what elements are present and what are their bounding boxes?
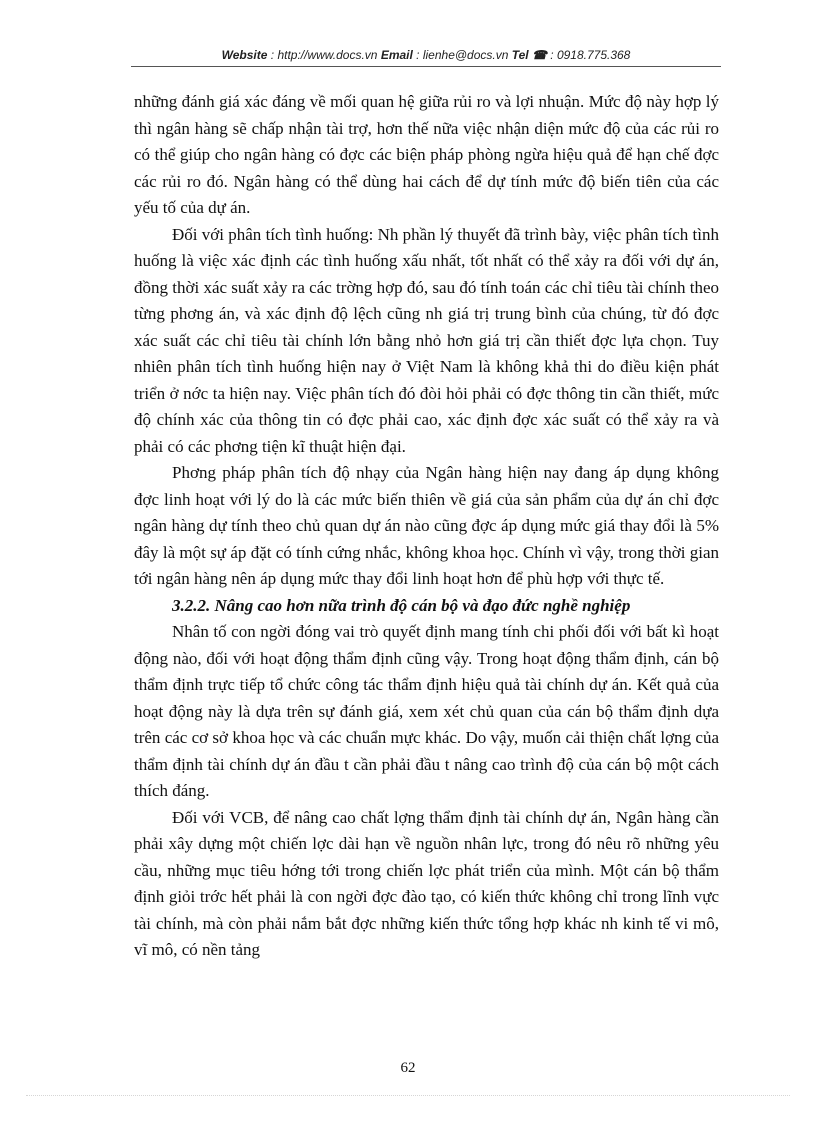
email-label: Email	[380, 48, 413, 62]
paragraph-human-factor: Nhân tố con ngời đóng vai trò quyết định mang tính chi phối đối với bất kì hoạt động nào, đối với hoạt động thẩm định cũng vậy. Trong hoạt động thẩm định, cán bộ thẩm định trực tiếp tổ chức công tác thẩm định hiệu quả tài chính dự án. Kết quả của hoạt động này là dựa trên sự đánh giá, xem xét chủ quan của cán bộ thẩm định dựa trên các cơ sở khoa học và các chuẩn mực khác. Do vậy, muốn cải thiện chất lợng của thẩm định tài chính dự án đầu t cần phải đầu t nâng cao trình độ của cán bộ một cách thích đáng.	[134, 622, 719, 800]
tel-label: Tel ☎	[511, 48, 547, 62]
website-value: : http://www.docs.vn	[267, 48, 381, 62]
page-number: 62	[400, 1060, 416, 1076]
header-rule	[131, 66, 721, 67]
section-heading: 3.2.2. Nâng cao hơn nữa trình độ cán bộ và đạo đức nghề nghiệp	[172, 595, 631, 615]
paragraph-scenario-analysis: Đối với phân tích tình huống: Nh phần lý thuyết đã trình bày, việc phân tích tình huống là việc xác định các tình huống xấu nhất, tốt nhất có thể xảy ra đối với dự án, đồng thời xác suất xảy ra các trờng hợp đó, sau đó tính toán các chỉ tiêu tài chính theo từng phơng án, và xác định độ lệch cũng nh giá trị trung bình của chúng, từ đó đợc xác suất các chỉ tiêu tài chính lớn bằng nhỏ hơn giá trị cần thiết đợc lựa chọn. Tuy nhiên phân tích tình huống hiện nay ở Việt Nam là không khả thi do điều kiện phát triển ở nớc ta hiện nay. Việc phân tích đó đòi hỏi phải có đợc thông tin cần thiết, mức độ chính xác của thông tin có đợc phải cao, xác định đợc xác suất có thể xảy ra và phải có các phơng tiện kĩ thuật hiện đại.	[134, 224, 719, 456]
page-header	[131, 48, 721, 62]
paragraph-sensitivity-analysis: Phơng pháp phân tích độ nhạy của Ngân hàng hiện nay đang áp dụng không đợc linh hoạt với lý do là các mức biến thiên về giá của sản phẩm của dự án chỉ đợc ngân hàng dự tính theo chủ quan dự án nào cũng đợc áp dụng mức giá thay đổi là 5% đây là một sự áp đặt có tính cứng nhắc, không khoa học. Chính vì vậy, trong thời gian tới ngân hàng nên áp dụng mức thay đổi linh hoạt hơn để phù hợp với thực tế.	[134, 463, 719, 588]
email-value: : lienhe@docs.vn	[412, 48, 512, 62]
footer-dotted-rule	[26, 1095, 790, 1096]
document-body	[134, 89, 719, 964]
paragraph-continuation: những đánh giá xác đáng về mối quan hệ giữa rủi ro và lợi nhuận. Mức độ này hợp lý thì ngân hàng sẽ chấp nhận tài trợ, hơn thế nữa việc nhận diện mức độ của các rủi ro có thể giúp cho ngân hàng có đợc các biện pháp phòng ngừa hiệu quả để hạn chế đợc các rủi ro đó. Ngân hàng có thể dùng hai cách để dự tính mức độ biến tiên của các yếu tố của dự án.	[134, 92, 719, 217]
paragraph-vcb-strategy: Đối với VCB, để nâng cao chất lợng thẩm định tài chính dự án, Ngân hàng cần phải xây dựng một chiến lợc dài hạn về nguồn nhân lực, trong đó nêu rõ những yêu cầu, những mục tiêu hớng tới trong chiến lợc phát triển của mình. Một cán bộ thẩm định giỏi trớc hết phải là con ngời đợc đào tạo, có kiến thức không chỉ trong lĩnh vực tài chính, mà còn phải nắm bắt đợc những kiến thức tổng hợp khác nh kinh tế vi mô, vĩ mô, có nền tảng	[134, 807, 719, 959]
tel-value: : 0918.775.368	[546, 48, 631, 62]
website-label: Website	[221, 48, 268, 62]
